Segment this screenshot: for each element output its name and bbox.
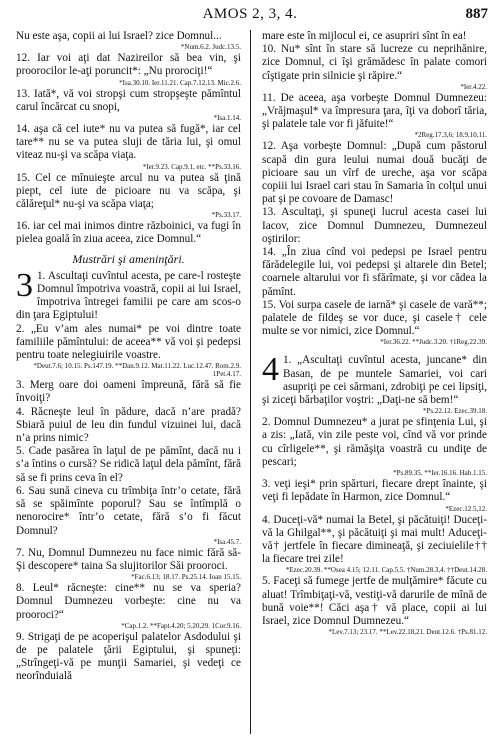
verse: 13. Iată*, vă voi stropşi cum stropşeşte pămîntul carul încărcat cu snopi,: [16, 87, 241, 113]
verse: 2. „Eu v’am ales numai* pe voi dintre toate familiile pămîntului: de aceea** vă voi şi pedepsi pentru toate nelegiuirile voastre.: [16, 322, 241, 362]
verse: 8. Leul* răcneşte: cine** nu se va speria? Domnul Dumnezeu vorbeşte: cine nu va prooroci?“: [16, 582, 241, 621]
cross-reference: *Isa.45.7.: [213, 537, 241, 546]
cross-reference: *Ier.36.22. **Judc.3.20. †1Reg.22.39.: [380, 338, 487, 347]
cross-reference: *Num.6.2. Judc.13.5.: [180, 43, 241, 52]
cross-reference: *Lev.7.13; 23.17. **Lev.22.18,21. Deut.12.6. †Ps.81.12.: [328, 628, 487, 637]
verse: 2. Domnul Dumnezeu* a jurat pe sfinţenia Lui, şi a zis: „Iată, vin zile peste voi, cînd vă vor prinde cu cîrligele**, şi rămăşiţa voastră cu undiţe de pescari;: [262, 416, 487, 468]
verse: 15. Voi surpa casele de iarnă* şi casele de vară**; palatele de fildeş se vor duce, şi casele† cele multe se vor nimici, zice Domnul.“: [262, 298, 487, 338]
page-number: 887: [465, 6, 488, 22]
verse: 5. Cade pasărea în laţul de pe pămînt, dacă nu i s’a întins o cursă? Se ridică laţul dela pămînt, fără să se fi prins ceva în el?: [16, 445, 241, 484]
verse: 5. Faceţi să fumege jertfe de mulţămire* făcute cu aluat! Trîmbiţaţi-vă, vestiţi-vă darurile de mînă de bună voie**! Căci aşa† vă place, copii ai lui Israel, zice Domnul Dumnezeu.“: [262, 575, 487, 627]
verse: 1. Ascultaţi cuvîntul acesta, pe care-l rosteşte Domnul împotriva voastră, copii ai lui Israel, împotriva întregei familii pe care am scos-o din ţara Egiptului!: [16, 269, 241, 322]
cross-reference: *2Reg.17.3,6; 18.9,10,11.: [414, 131, 487, 140]
chapter-start: [262, 351, 487, 407]
cross-reference: *Ps.89.35. **Ier.16.16. Hab.1.15.: [393, 469, 487, 478]
verse: 4. Duceţi-vă* numai la Betel, şi păcătuiţi! Duceţi-vă la Ghilgal**, şi păcătuiţi şi mai mult! Aduceţi-vă† jertfele în fiecare dimineaţă, şi zeciuielile†† la fiecare trei zile!: [262, 513, 487, 566]
running-header: [0, 6, 500, 28]
cross-reference: *Ier.9.23. Cap.9.1, etc. **Ps.33.16.: [142, 162, 241, 171]
cross-reference: *Ezec.12.5,12.: [445, 504, 487, 513]
verse: 7. Nu, Domnul Dumnezeu nu face nimic fără să-Şi descopere* taina Sa slujitorilor Săi prooroci.: [16, 546, 241, 572]
verse: Nu este aşa, copii ai lui Israel? zice Domnul...: [16, 30, 222, 42]
verse: mare este în mijlocul ei, ce asupriri sînt în ea!: [262, 30, 467, 42]
verse: 16. iar cel mai inimos dintre războinici, va fugi în pielea goală în ziua aceea, zice Domnul.“: [16, 220, 241, 246]
cross-reference: *Ezec.20.39. **Osea 4.15; 12.11. Cap.5.5. †Num.28.3,4. ††Deut.14.28.: [285, 566, 487, 575]
cross-reference: *Isa.1.14.: [213, 114, 241, 123]
verse: 3. Merg oare doi oameni împreună, fără să fie învoiţi?: [16, 379, 241, 405]
verse: 11. De aceea, aşa vorbeşte Domnul Dumnezeu: „Vrăjmaşul* va împresura ţara, îţi va doborî tăria, şi palatele tale vor fi jăfuite!“: [262, 91, 487, 131]
cross-reference: *Ier.4.22.: [460, 82, 487, 91]
verse: 12. Iar voi aţi dat Nazireilor să bea vin, şi proorocilor le-aţi poruncit*: „Nu prorociţi!“: [16, 52, 241, 78]
verse: 15. Cel ce mînuieşte arcul nu va putea să ţină piept, cel iute de picioare nu va scăpa, şi călăreţul* nu-şi va scăpa viaţa;: [16, 171, 241, 211]
chapter-start: [16, 266, 241, 323]
verse: 9. Strigaţi de pe acoperişul palatelor Asdodului şi de pe palatele ţării Egiptului, şi spuneţi: „Strîngeţi-vă pe munţii Samariei, şi vedeţi ce neorînduială: [16, 630, 241, 683]
right-column: [262, 30, 487, 637]
cross-reference: *Deut.7.6; 10.15. Ps.147.19. **Dan.9.12. Mat.11.22. Luc.12.47. Rom.2.9. 1Pet.4.17.: [33, 362, 241, 379]
verse: 3. veţi ieşi* prin spărturi, fiecare drept înainte, şi veţi fi lepădate în Harmon, zice Domnul.“: [262, 478, 487, 504]
verse: 12. Aşa vorbeşte Domnul: „După cum păstorul scapă din gura leului numai două bucăţi de picioare sau un vîrf de ureche, aşa vor scăpa copiii lui Israel cari stau în Samaria în colţul unui pat şi pe covoare de Damasc!: [262, 140, 487, 206]
verse: 13. Ascultaţi, şi spuneţi lucrul acesta casei lui Iacov, zice Domnul Dumnezeu, Dumnezeul oştirilor:: [262, 206, 487, 245]
chapter-number: 3: [16, 266, 33, 304]
verse: 14. aşa că cel iute* nu va putea să fugă*, iar cel tare** nu se va putea sluji de tăria lui, şi omul viteaz nu-şi va scăpa viaţa.: [16, 123, 241, 162]
chapter-number: 4: [262, 351, 279, 389]
verse: 4. Răcneşte leul în pădure, dacă n’are pradă? Sbiară puiul de leu din fundul vizuinei lui, dacă n’a prins nimic?: [16, 405, 241, 445]
verse: 14. „În ziua cînd voi pedepsi pe Israel pentru fărădelegile lui, voi pedepsi şi altarele din Betel; coarnele altarului vor fi sfărîmate, şi vor cădea la pămînt.: [262, 246, 487, 298]
cross-reference: *Ps.33.17.: [211, 211, 241, 220]
cross-reference: *Cap.1.2. **Fapt.4.20; 5.20,29. 1Cor.9.16.: [121, 621, 241, 630]
cross-reference: *Isa.30.10. Ier.11.21. Cap.7.12,13. Mic.2.6.: [119, 78, 241, 87]
cross-reference: *Ps.22.12. Ezec.39.18.: [423, 407, 487, 416]
verse: 10. Nu* sînt în stare să lucreze cu neprihănire, zice Domnul, ci îşi grămădesc în palate comori cîştigate prin silnicie şi răpire.“: [262, 43, 487, 82]
cross-reference: *Fac.6.13; 18.17. Ps.25.14. Ioan 15.15.: [131, 573, 241, 582]
verse: 1. „Ascultaţi cuvîntul acesta, juncane* din Basan, de pe muntele Samariei, voi cari asupriţi pe cei sărmani, zdrobiţi pe cei lipsiţi, şi ziceţi bărbaţilor voştri: „Daţi-ne să bem!“: [262, 354, 487, 407]
verse: 6. Sau sună cineva cu trîmbiţa într’o cetate, fără să se spăimînte poporul? Sau se întîmplă o nenorocire* într’o cetate, fără s’o fi făcut Domnul?: [16, 484, 241, 537]
left-column: [16, 30, 241, 684]
page-title: AMOS 2, 3, 4.: [202, 6, 298, 22]
column-divider: [250, 30, 251, 734]
section-heading: Mustrări şi ameninţări.: [72, 251, 185, 266]
